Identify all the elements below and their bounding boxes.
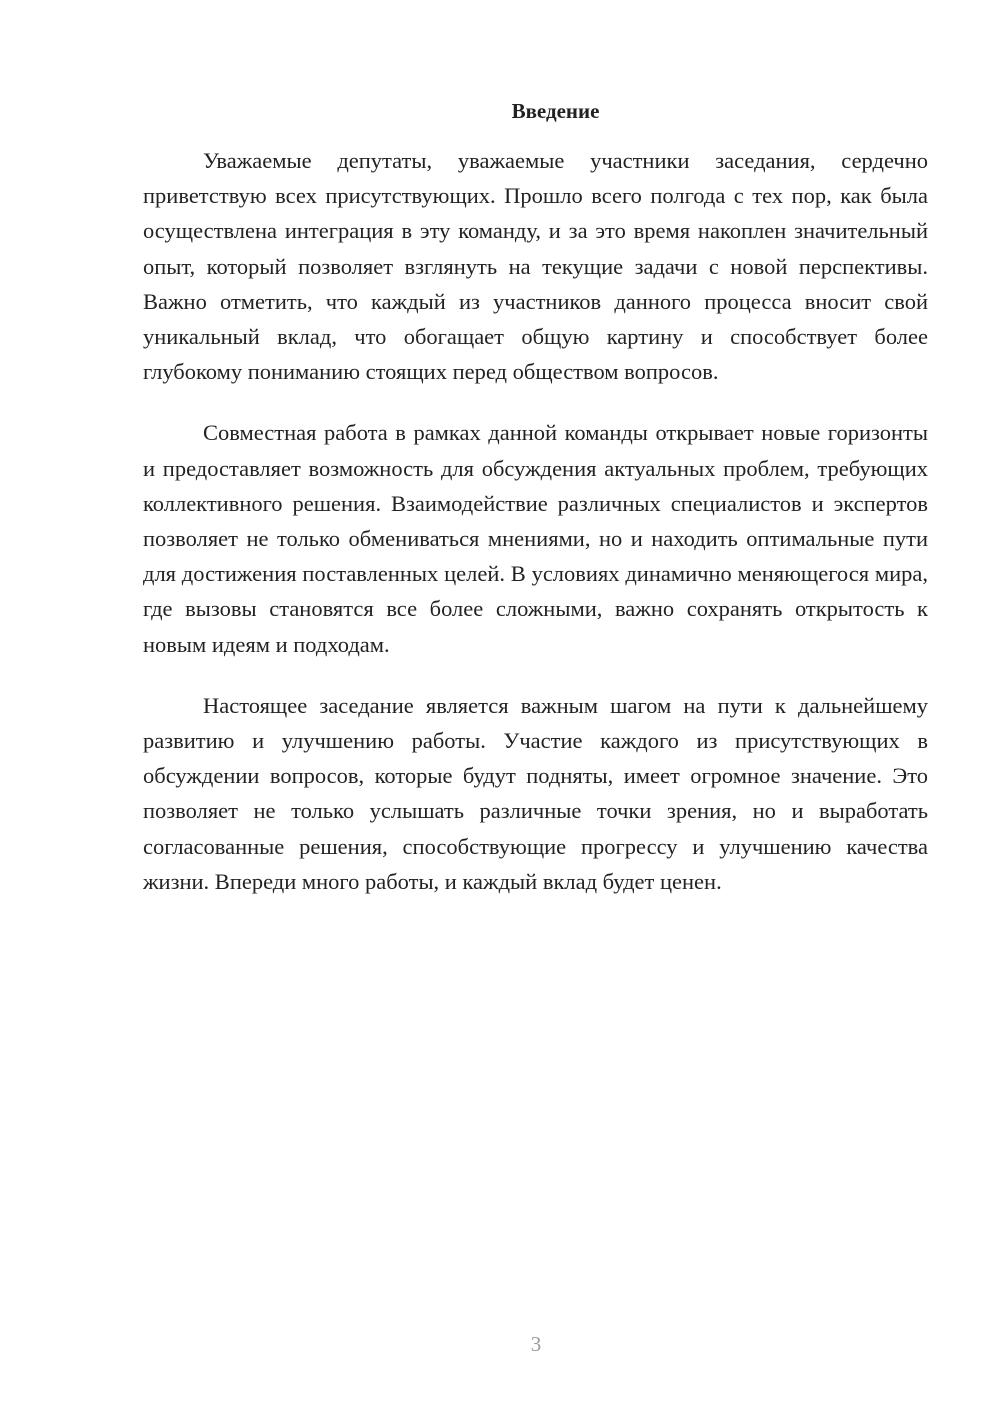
document-body (143, 96, 928, 925)
section-heading: Введение (511, 99, 600, 123)
page-number: 3 (530, 1332, 542, 1356)
paragraph-2: Совместная работа в рамках данной команды открывает новые горизонты и предоставляет возможность для обсуждения актуальных проблем, требующих коллективного решения. Взаимодействие различных специалистов и экспертов позволяет не только обмениваться мнениями, но и находить оптимальные пути для достижения поставленных целей. В условиях динамично меняющегося мира, где вызовы становятся все более сложными, важно сохранять открытость к новым идеям и подходам. (143, 420, 928, 657)
paragraph-3: Настоящее заседание является важным шагом на пути к дальнейшему развитию и улучшению работы. Участие каждого из присутствующих в обсуждении вопросов, которые будут подняты, имеет огромное значение. Это позволяет не только услышать различные точки зрения, но и выработать согласованные решения, способствующие прогрессу и улучшению качества жизни. Впереди много работы, и каждый вклад будет ценен. (143, 692, 928, 894)
paragraph-1: Уважаемые депутаты, уважаемые участники заседания, сердечно приветствую всех присутствующих. Прошло всего полгода с тех пор, как была осуществлена интеграция в эту команду, и за это время накоплен значительный опыт, который позволяет взглянуть на текущие задачи с новой перспективы. Важно отметить, что каждый из участников данного процесса вносит свой уникальный вклад, что обогащает общую картину и способствует более глубокому пониманию стоящих перед обществом вопросов. (143, 148, 928, 385)
